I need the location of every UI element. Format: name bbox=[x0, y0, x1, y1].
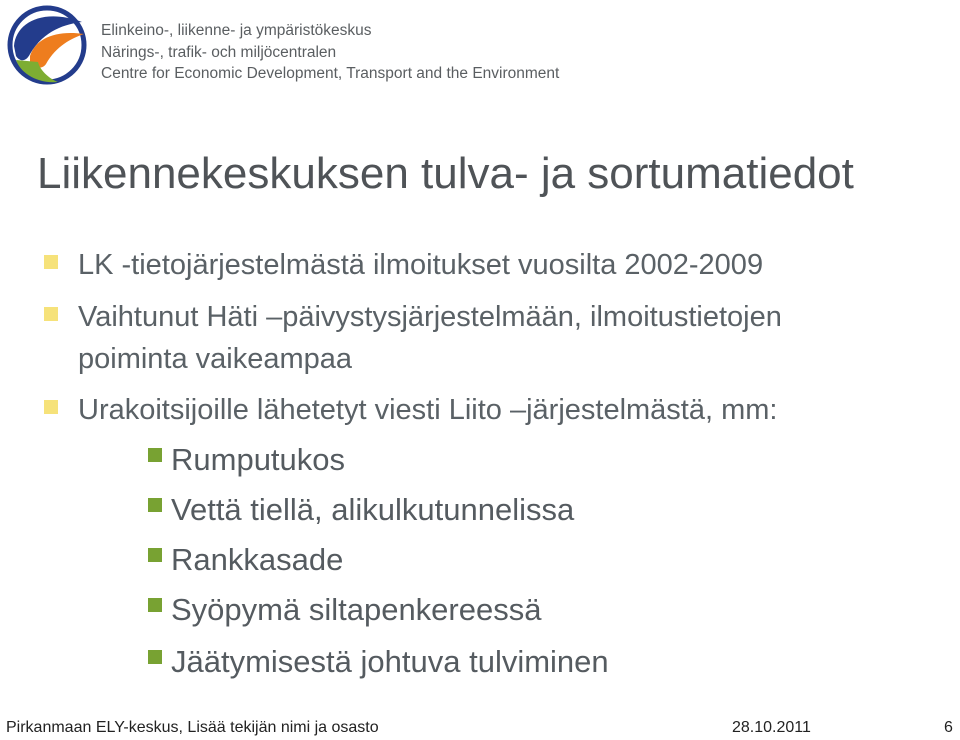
org-line-en: Centre for Economic Development, Transport and the Environment bbox=[101, 65, 560, 82]
sub-bullet-item bbox=[171, 589, 541, 631]
sub-bullet-item bbox=[171, 539, 343, 581]
sub-bullet-square-icon bbox=[148, 498, 162, 512]
organization-name bbox=[101, 20, 559, 85]
footer-organization: Pirkanmaan ELY-keskus, Lisää tekijän nimi ja osasto bbox=[6, 719, 379, 736]
sub-bullet-item bbox=[171, 489, 574, 531]
sub-bullet-square-icon bbox=[148, 448, 162, 462]
sub-bullet-square-icon bbox=[148, 650, 162, 664]
sub-bullet-text: Syöpymä siltapenkereessä bbox=[171, 592, 542, 627]
sub-bullet-item bbox=[171, 439, 345, 481]
bullet-square-icon bbox=[44, 307, 58, 321]
sub-bullet-item bbox=[171, 641, 609, 683]
sub-bullet-text: Rankkasade bbox=[171, 542, 344, 577]
bullet-square-icon bbox=[44, 400, 58, 414]
bullet-item bbox=[78, 296, 958, 380]
sub-bullet-square-icon bbox=[148, 548, 162, 562]
sub-bullet-text: Rumputukos bbox=[171, 442, 346, 477]
bullet-square-icon bbox=[44, 255, 58, 269]
bullet-item bbox=[78, 244, 958, 286]
ely-centre-logo-icon bbox=[6, 4, 88, 86]
footer-date: 28.10.2011 bbox=[732, 719, 811, 736]
bullet-text-continued: poiminta vaikeampaa bbox=[78, 343, 353, 375]
bullet-item bbox=[78, 389, 958, 431]
bullet-text: Vaihtunut Häti –päivystysjärjestelmään, ilmoitustietojen bbox=[78, 301, 782, 333]
slide-title: Liikennekeskuksen tulva- ja sortumatiedot bbox=[37, 149, 854, 198]
sub-bullet-text: Jäätymisestä johtuva tulviminen bbox=[171, 644, 609, 679]
bullet-text: Urakoitsijoille lähetetyt viesti Liito –järjestelmästä, mm: bbox=[78, 394, 778, 426]
org-line-fi: Elinkeino-, liikenne- ja ympäristökeskus bbox=[101, 22, 372, 39]
page-number: 6 bbox=[944, 719, 953, 736]
org-line-sv: Närings-, trafik- och miljöcentralen bbox=[101, 43, 337, 61]
bullet-text: LK -tietojärjestelmästä ilmoitukset vuosilta 2002-2009 bbox=[78, 249, 764, 281]
sub-bullet-square-icon bbox=[148, 598, 162, 612]
sub-bullet-text: Vettä tiellä, alikulkutunnelissa bbox=[171, 492, 575, 527]
